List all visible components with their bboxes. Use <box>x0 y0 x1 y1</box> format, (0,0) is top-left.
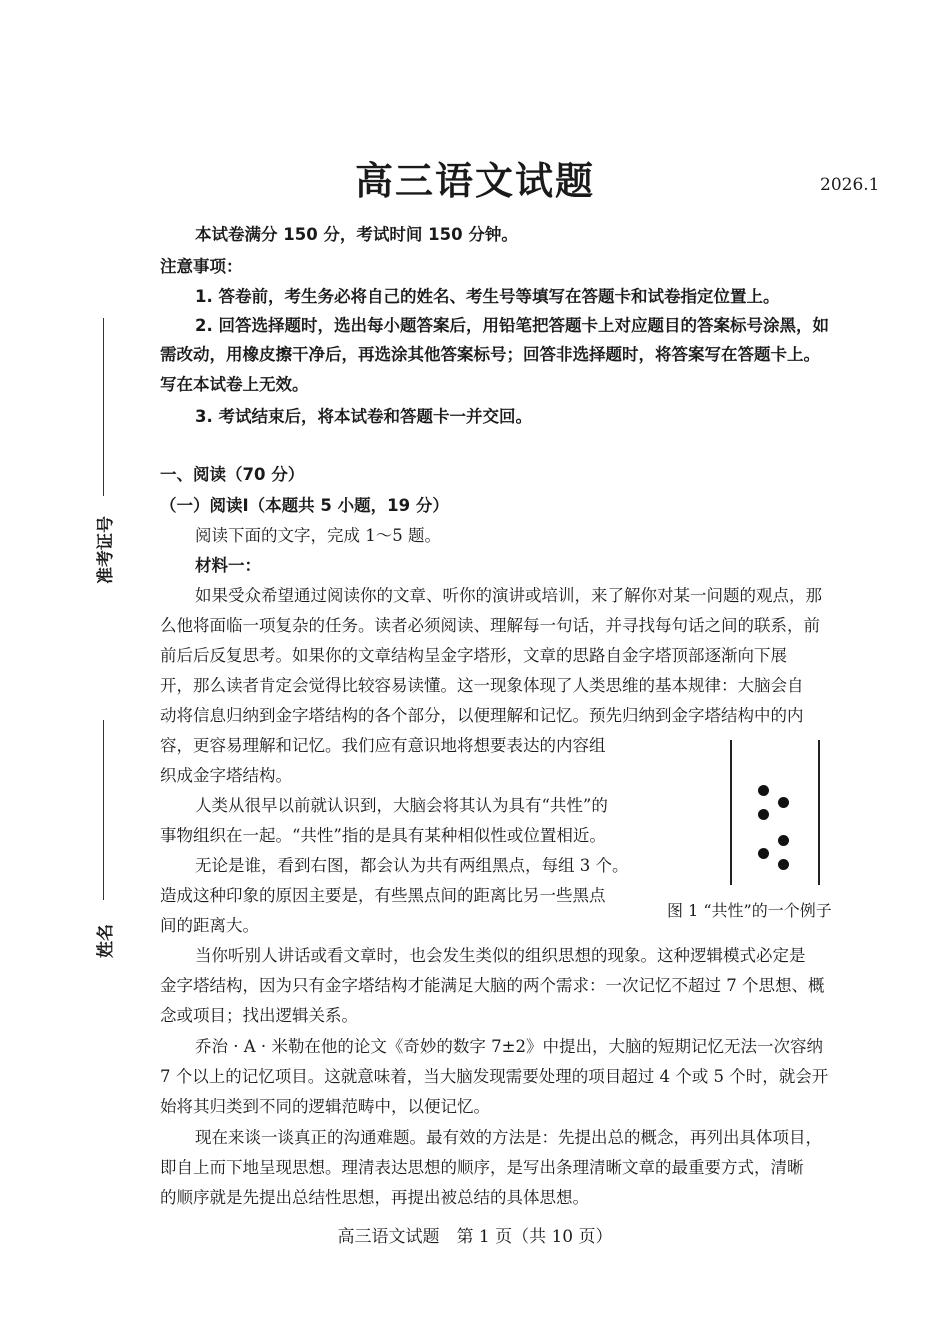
notice-title: 注意事项： <box>160 257 243 276</box>
figure-caption: 图 1 “共性”的一个例子 <box>667 901 832 920</box>
body-line: 如果受众希望通过阅读你的文章、听你的演讲或培训，来了解你对某一问题的观点，那 <box>195 586 822 605</box>
notice-item-2: 2. 回答选择题时，选出每小题答案后，用铅笔把答题卡上对应题目的答案标号涂黑，如 <box>195 316 829 335</box>
body-line: 前后后反复思考。如果你的文章结构呈金字塔形，文章的思路自金字塔顶部逐渐向下展 <box>160 646 787 665</box>
dot <box>758 809 769 820</box>
figure-1 <box>720 735 830 885</box>
tail-line: 乔治 · A · 米勒在他的论文《奇妙的数字 7±2》中提出，大脑的短期记忆无法一次容纳 <box>195 1037 823 1056</box>
figure-right-bar <box>818 740 820 885</box>
figure-left-bar <box>730 740 732 885</box>
body-line: 么他将面临一项复杂的任务。读者必须阅读、理解每一句话，并寻找每句话之间的联系，前 <box>160 616 820 635</box>
section-heading: 一、阅读（70 分） <box>160 465 305 484</box>
tail-line: 当你听别人讲话或看文章时，也会发生类似的组织思想的现象。这种逻辑模式必定是 <box>195 946 806 965</box>
dot <box>758 785 769 796</box>
page-title: 高三语文试题 <box>354 159 595 203</box>
exam-id-line <box>103 318 104 496</box>
wrap-line: 造成这种印象的原因主要是，有些黑点间的距离比另一些黑点 <box>160 886 606 905</box>
material-label: 材料一： <box>195 556 261 575</box>
tail-line: 的顺序就是先提出总结性思想，再提出被总结的具体思想。 <box>160 1188 589 1207</box>
tail-line: 现在来谈一谈真正的沟通难题。最有效的方法是：先提出总的概念，再列出具体项目， <box>195 1128 822 1147</box>
wrap-line: 人类从很早以前就认识到，大脑会将其认为具有“共性”的 <box>195 796 608 815</box>
notice-item-2-end: 写在本试卷上无效。 <box>160 375 309 394</box>
body-line: 动将信息归纳到金字塔结构的各个部分，以便理解和记忆。预先归纳到金字塔结构中的内 <box>160 706 804 725</box>
exam-date: 2026.1 <box>820 175 880 195</box>
exam-id-label: 准考证号 <box>96 516 116 584</box>
notice-item-2-cont: 需改动，用橡皮擦干净后，再选涂其他答案标号；回答非选择题时，将答案写在答题卡上。 <box>160 345 820 364</box>
tail-line: 7 个以上的记忆项目。这就意味着，当大脑发现需要处理的项目超过 4 个或 5 个时，就会开 <box>160 1067 829 1086</box>
tail-line: 金字塔结构，因为只有金字塔结构才能满足大脑的两个需求：一次记忆不超过 7 个思想、概 <box>160 976 825 995</box>
name-line <box>103 720 104 900</box>
wrap-line: 事物组织在一起。“共性”指的是具有某种相似性或位置相近。 <box>160 826 606 845</box>
dot <box>758 848 769 859</box>
score-line: 本试卷满分 150 分，考试时间 150 分钟。 <box>195 225 518 244</box>
sub-heading: （一）阅读Ⅰ（本题共 5 小题，19 分） <box>160 496 449 515</box>
dot <box>778 835 789 846</box>
notice-item-1: 1. 答卷前，考生务必将自己的姓名、考生号等填写在答题卡和试卷指定位置上。 <box>195 287 780 306</box>
dot <box>778 859 789 870</box>
tail-line: 始将其归类到不同的逻辑范畴中，以便记忆。 <box>160 1097 490 1116</box>
tail-line: 念或项目；找出逻辑关系。 <box>160 1006 358 1025</box>
notice-item-3: 3. 考试结束后，将本试卷和答题卡一并交回。 <box>195 407 532 426</box>
wrap-line: 容，更容易理解和记忆。我们应有意识地将想要表达的内容组 <box>160 736 606 755</box>
page-footer: 高三语文试题 第 1 页（共 10 页） <box>337 1227 613 1247</box>
wrap-line: 织成金字塔结构。 <box>160 766 292 785</box>
body-line: 开，那么读者肯定会觉得比较容易读懂。这一现象体现了人类思维的基本规律：大脑会自 <box>160 676 804 695</box>
name-label: 姓名 <box>96 924 116 958</box>
tail-line: 即自上而下地呈现思想。理清表达思想的顺序，是写出条理清晰文章的最重要方式，清晰 <box>160 1158 804 1177</box>
instruction: 阅读下面的文字，完成 1～5 题。 <box>195 526 441 545</box>
dot <box>778 797 789 808</box>
wrap-line: 无论是谁，看到右图，都会认为共有两组黑点，每组 3 个。 <box>195 856 629 875</box>
wrap-line: 间的距离大。 <box>160 916 259 935</box>
